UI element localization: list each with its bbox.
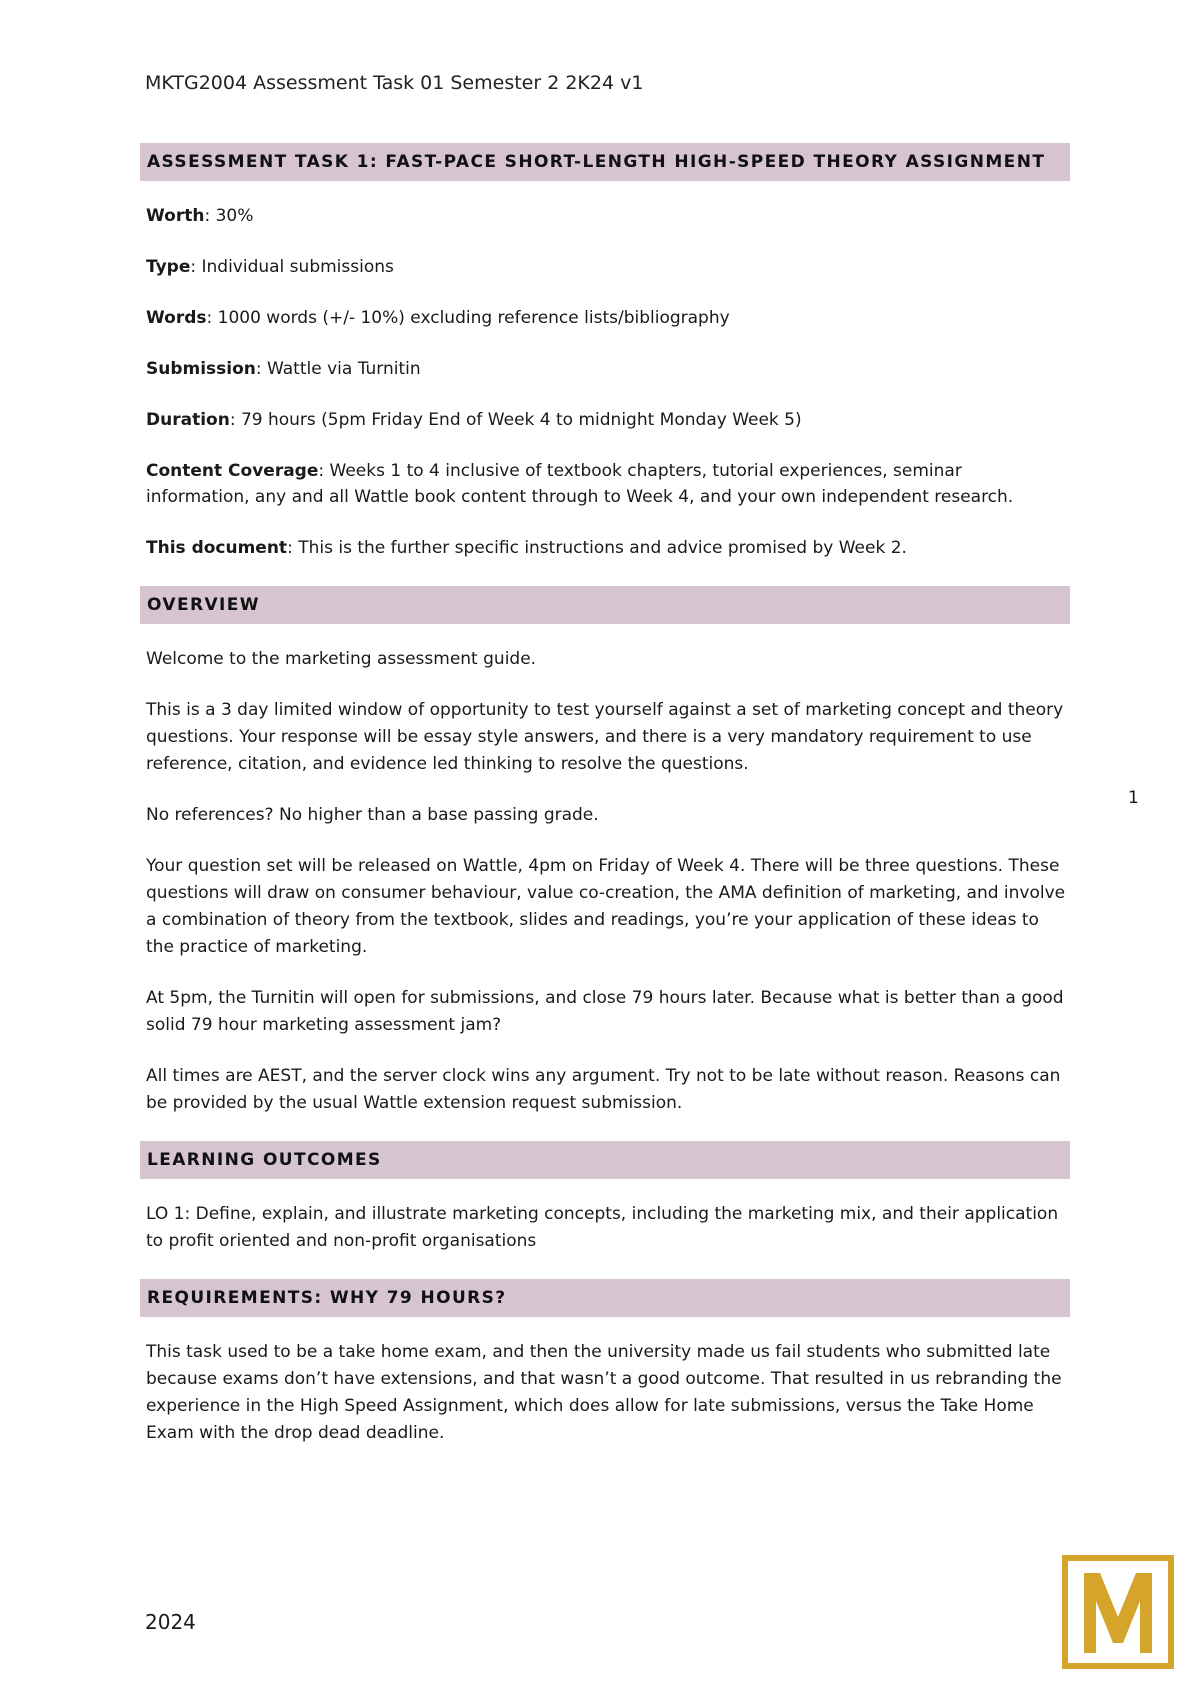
overview-paragraph: All times are AEST, and the server clock wins any argument. Try not to be late without reason. Reasons can be provided by the usual Wattle extension request submission.: [146, 1066, 1061, 1113]
field-label: Content Coverage: [146, 461, 319, 481]
submission-field: [146, 356, 1046, 382]
field-value: : Wattle via Turnitin: [255, 359, 421, 379]
m-logo-icon: [1062, 1555, 1174, 1669]
content-coverage-field: [146, 458, 1046, 510]
field-label: Worth: [146, 206, 205, 226]
footer-year: 2024: [145, 1610, 196, 1634]
requirements-heading: REQUIREMENTS: WHY 79 HOURS?: [140, 1279, 1070, 1317]
overview-paragraph: No references? No higher than a base passing grade.: [146, 805, 599, 825]
field-label: Submission: [146, 359, 256, 379]
learning-outcome-paragraph: LO 1: Define, explain, and illustrate marketing concepts, including the marketing mix, and their application to profit oriented and non-profit organisations: [146, 1204, 1059, 1251]
document-body: [140, 143, 1070, 1471]
words-field: [146, 305, 1046, 331]
type-field: [146, 254, 1046, 280]
requirements-paragraph: This task used to be a take home exam, and then the university made us fail students who submitted late because exams don’t have extensions, and that wasn’t a good outcome. That resulted in us rebranding the experience in the High Speed Assignment, which does allow for late submissions, versus the Take Home Exam with the drop dead deadline.: [146, 1342, 1062, 1443]
overview-paragraph: At 5pm, the Turnitin will open for submissions, and close 79 hours later. Because what is better than a good solid 79 hour marketing assessment jam?: [146, 988, 1064, 1035]
overview-paragraph: This is a 3 day limited window of opportunity to test yourself against a set of marketing concept and theory questions. Your response will be essay style answers, and there is a very mandatory requirement to use reference, citation, and evidence led thinking to resolve the questions.: [146, 700, 1064, 774]
field-value: : Individual submissions: [190, 257, 394, 277]
overview-paragraph: Your question set will be released on Wattle, 4pm on Friday of Week 4. There will be three questions. These questions will draw on consumer behaviour, value co-creation, the AMA definition of marketing, and involve a combination of theory from the textbook, slides and readings, you’re your application of these ideas to the practice of marketing.: [146, 856, 1066, 957]
m-logo-glyph: [1078, 1567, 1158, 1657]
task-heading: ASSESSMENT TASK 1: FAST-PACE SHORT-LENGTH HIGH-SPEED THEORY ASSIGNMENT: [140, 143, 1070, 181]
page-number: 1: [1128, 788, 1139, 808]
learning-outcomes-heading: LEARNING OUTCOMES: [140, 1141, 1070, 1179]
worth-field: [146, 203, 1046, 229]
overview-heading: OVERVIEW: [140, 586, 1070, 624]
this-document-field: [146, 535, 1046, 561]
duration-field: [146, 407, 1046, 433]
field-label: Type: [146, 257, 191, 277]
overview-paragraph: Welcome to the marketing assessment guide.: [146, 649, 537, 669]
field-label: Words: [146, 308, 207, 328]
field-value: : This is the further specific instructions and advice promised by Week 2.: [287, 538, 907, 558]
field-value: : Weeks 1 to 4 inclusive of textbook chapters, tutorial experiences, seminar information, any and all Wattle book content through to Week 4, and your own independent research.: [146, 461, 1014, 507]
field-value: : 79 hours (5pm Friday End of Week 4 to midnight Monday Week 5): [229, 410, 802, 430]
field-value: : 30%: [204, 206, 254, 226]
field-label: Duration: [146, 410, 230, 430]
field-value: : 1000 words (+/- 10%) excluding reference lists/bibliography: [206, 308, 730, 328]
document-header-title: MKTG2004 Assessment Task 01 Semester 2 2K24 v1: [145, 72, 644, 94]
field-label: This document: [146, 538, 288, 558]
